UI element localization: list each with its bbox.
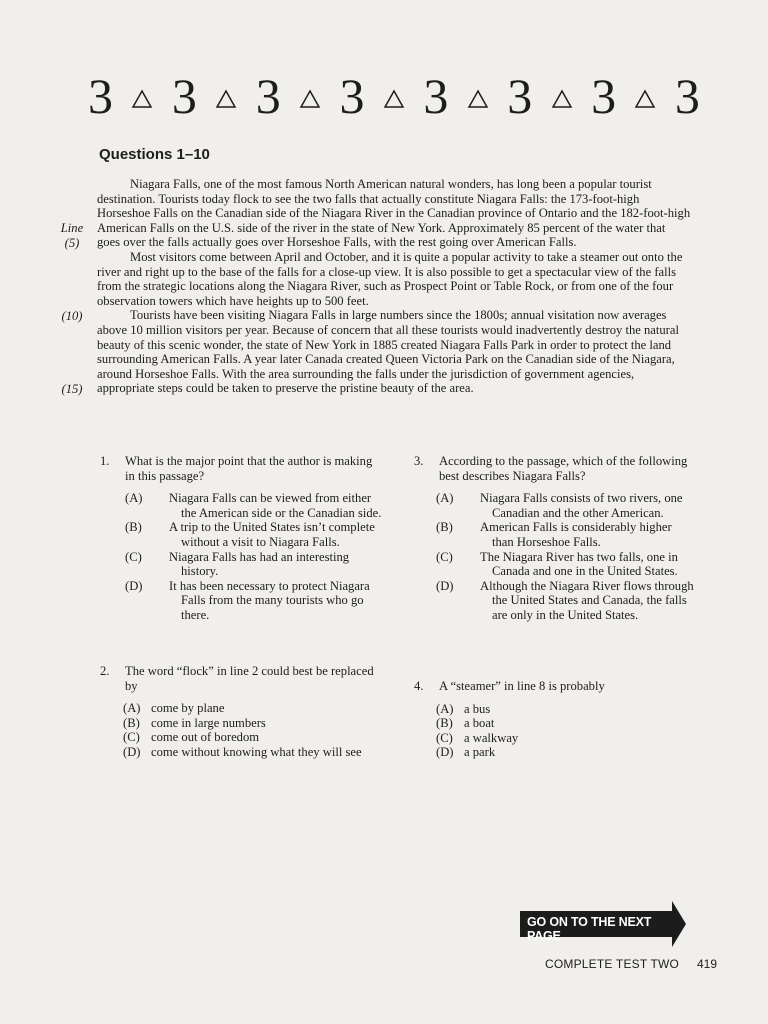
section-banner <box>88 66 700 126</box>
answer-option[interactable]: (D) It has been necessary to protect Niagara Falls from the many tourists who go there. <box>125 578 370 622</box>
question-stem: According to the passage, which of the following best describes Niagara Falls? <box>439 454 688 483</box>
triangle-icon <box>131 88 153 110</box>
line-number-10: (10) <box>61 308 83 323</box>
answer-option[interactable]: (D) Although the Niagara River flows through the United States and Canada, the falls are only in the United States. <box>436 578 694 622</box>
questions-heading: Questions 1–10 <box>99 146 210 163</box>
question-stem: The word “flock” in line 2 could best be replaced by <box>125 664 374 693</box>
answer-option[interactable]: (A) a bus <box>436 701 491 716</box>
section-number: 3 <box>507 68 533 124</box>
question-stem: A “steamer” in line 8 is probably <box>439 679 605 693</box>
triangle-icon <box>467 88 489 110</box>
section-number: 3 <box>339 68 365 124</box>
line-number-5: (5) <box>64 235 80 250</box>
question-1 <box>100 454 382 623</box>
go-on-label: GO ON TO THE NEXT PAGE <box>527 915 652 943</box>
section-number: 3 <box>591 68 617 124</box>
answer-option[interactable]: (D) come without knowing what they will see <box>123 744 362 759</box>
section-number: 3 <box>674 68 700 124</box>
go-on-next-page-arrow <box>520 901 686 947</box>
line-label: Line <box>60 221 84 235</box>
question-2 <box>100 664 382 760</box>
question-3 <box>414 454 694 623</box>
section-number: 3 <box>423 68 449 124</box>
triangle-icon <box>634 88 656 110</box>
section-number: 3 <box>88 68 113 124</box>
answer-option[interactable]: (A) Niagara Falls can be viewed from either the American side or the Canadian side. <box>125 491 382 520</box>
triangle-icon <box>551 88 573 110</box>
question-stem: What is the major point that the author is making in this passage? <box>125 454 373 483</box>
answer-option[interactable]: (C) a walkway <box>436 730 519 745</box>
question-number: 4. <box>414 679 424 693</box>
answer-option[interactable]: (B) a boat <box>436 716 495 731</box>
passage-paragraph: Tourists have been visiting Niagara Falls in large numbers since the 1800s; annual visitation now averages above 10 million visitors per year. Because of concern that all these tourists would inadvertently destroy the natural beauty of this scenic wonder, the state of New York in 1885 created Niagara Falls Park in order to protect the land surrounding American Falls. A year later Canada created Queen Victoria Park on the Canadian side of the Niagara, around Horseshoe Falls. With the area surrounding the falls under the jurisdiction of government agencies, appropriate steps could be taken to preserve the pristine beauty of the area. <box>97 308 679 396</box>
answer-option[interactable]: (C) Niagara Falls has had an interesting history. <box>125 549 350 579</box>
triangle-icon <box>215 88 237 110</box>
footer-section: COMPLETE TEST TWO <box>545 957 680 971</box>
page-number: 419 <box>697 957 718 971</box>
passage-paragraph: Most visitors come between April and October, and it is quite a popular activity to take a steamer out onto the river and right up to the base of the falls for a close-up view. It is also possible to get a spectacular view of the falls from the strategic locations along the Niagara River, such as Prospect Point or Table Rock, or from one of the four observation towers which have heights up to 500 feet. <box>97 249 683 308</box>
answer-option[interactable]: (B) A trip to the United States isn’t complete without a visit to Niagara Falls. <box>125 520 375 549</box>
line-number-15: (15) <box>61 381 83 396</box>
question-number: 1. <box>100 454 110 468</box>
passage-paragraph: Niagara Falls, one of the most famous North American natural wonders, has long been a popular tourist destination. Tourists today flock to see the two falls that actually constitute Niagara Falls: the 173-foot-high Horseshoe Falls on the Canadian side of the Niagara River in the Canadian province of Ontario and the 182-foot-high American Falls on the U.S. side of the river in the state of New York. Approximately 85 percent of the water that goes over the falls actually goes over Horseshoe Falls, with the rest going over American Falls. <box>97 177 691 250</box>
answer-option[interactable]: (B) come in large numbers <box>123 715 266 730</box>
section-number: 3 <box>171 68 197 124</box>
answer-option[interactable]: (B) American Falls is considerably higher than Horseshoe Falls. <box>436 520 672 549</box>
answer-option[interactable]: (A) come by plane <box>123 701 225 716</box>
question-number: 2. <box>100 664 110 678</box>
reading-passage <box>97 177 691 396</box>
triangle-icon <box>383 88 405 110</box>
answer-option[interactable]: (C) come out of boredom <box>123 730 260 745</box>
question-4 <box>414 679 694 760</box>
section-number: 3 <box>255 68 281 124</box>
question-number: 3. <box>414 454 424 468</box>
answer-option[interactable]: (D) a park <box>436 745 496 760</box>
answer-option[interactable]: (A) Niagara Falls consists of two rivers, one Canadian and the other American. <box>436 491 683 520</box>
triangle-icon <box>299 88 321 110</box>
answer-option[interactable]: (C) The Niagara River has two falls, one in Canada and one in the United States. <box>436 549 678 579</box>
